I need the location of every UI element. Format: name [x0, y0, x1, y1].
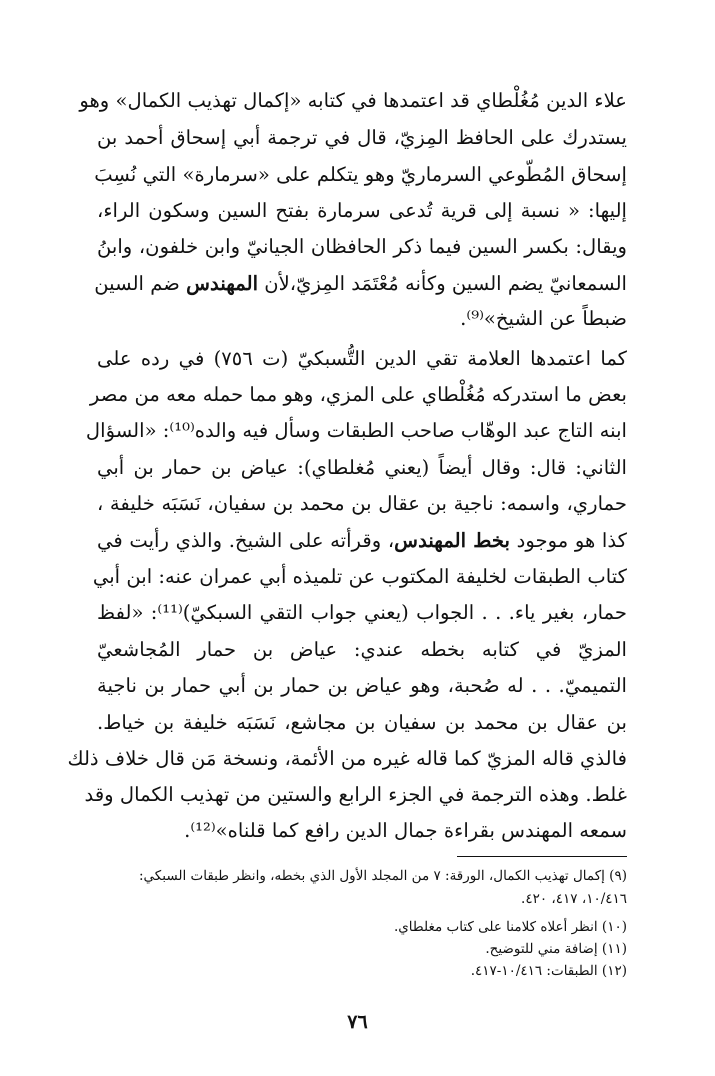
body-text-line: ابنه التاج عبد الوهّاب صاحب الطبقات وسأل فيه والده⁽¹⁰⁾: «السؤال: [85, 419, 627, 442]
body-text-line: حمار، بغير ياء. . . الجواب (يعني جواب التقي السبكيّ)⁽¹¹⁾: «لفظ: [97, 601, 627, 624]
body-text-line: المزيّ في كتابه بخطه عندي: عياض بن حمار المُجاشعيّ: [97, 638, 627, 661]
bold-term: بخط المهندس: [394, 529, 510, 552]
body-text-line: إسحاق المُطّوعي السرماريّ وهو يتكلم على «سرمارة» التي نُسِبَ: [94, 163, 627, 186]
body-text-line: الثاني: قال: وقال أيضاً (يعني مُغلطاي): عياض بن حمار بن أبي: [97, 456, 627, 479]
body-text-line: علاء الدين مُغُلْطاي قد اعتمدها في كتابه «إكمال تهذيب الكمال» وهو: [79, 89, 627, 112]
body-text-line: التميميّ. . . له صُحبة، وهو عياض بن حمار بن أبي حمار بن ناجية: [97, 674, 627, 697]
body-text-line: بن عقال بن محمد بن سفيان بن مجاشع، نَسَبَه خليفة بن خياط.: [97, 711, 627, 734]
bold-term: المهندس: [186, 272, 259, 295]
body-text-line: غلط. وهذه الترجمة في الجزء الرابع والستين من تهذيب الكمال وقد: [84, 783, 627, 806]
footnote-separator: [457, 856, 627, 857]
footnote: ١٠/٤١٦، ٤١٧، ٤٢٠.: [521, 891, 627, 907]
body-text-line: كتاب الطبقات لخليفة المكتوب عن تلميذه أبي عمران عنه: ابن أبي: [92, 565, 627, 588]
body-text-line: بعض ما استدركه مُغُلْطاي على المزي، وهو مما حمله معه من مصر: [89, 383, 627, 406]
footnote: (١٠) انظر أعلاه كلامنا على كتاب مغلطاي.: [393, 919, 627, 935]
body-text-line: يستدرك على الحافظ المِزيّ، قال في ترجمة أبي إسحاق أحمد بن: [97, 126, 627, 149]
footnote: (٩) إكمال تهذيب الكمال، الورقة: ٧ من المجلد الأول الذي بخطه، وانظر طبقات السبكي:: [139, 868, 627, 884]
body-text-line: حماري، واسمه: ناجية بن عقال بن محمد بن سفيان، نَسَبَه خليفة ،: [97, 492, 627, 515]
body-text-line: [94, 269, 627, 301]
body-text-line: إليها: « نسبة إلى قرية تُدعى سرمارة بفتح السين وسكون الراء،: [97, 199, 627, 222]
body-text-line: [97, 526, 627, 558]
body-text-line: كما اعتمدها العلامة تقي الدين التُّسبكيّ (ت ٧٥٦) في رده على: [97, 347, 627, 370]
page-number: ٧٦: [347, 1011, 368, 1033]
body-text-segment: كذا هو موجود: [510, 529, 627, 552]
body-text-line: سمعه المهندس بقراءة جمال الدين رافع كما قلناه»⁽¹²⁾.: [184, 819, 627, 842]
body-text-line: فالذي قاله المزيّ كما قاله غيره من الأئمة، ونسخة مَن قال خلاف ذلك: [67, 747, 627, 770]
body-text-segment: ضم السين: [94, 272, 187, 295]
body-text-segment: ، وقرأته على الشيخ. والذي رأيت في: [97, 529, 395, 552]
body-text-segment: السمعانيّ يضم السين وكأنه مُعْتَمَد المِزيّ،لأن: [258, 272, 627, 295]
footnote: (١١) إضافة مني للتوضيح.: [485, 941, 627, 957]
body-text-line: ويقال: بكسر السين فيما ذكر الحافظان الجيانيّ وابن خلفون، وابنُ: [97, 235, 627, 258]
body-text-line: ضبطاً عن الشيخ»⁽⁹⁾.: [460, 307, 627, 330]
footnote: (١٢) الطبقات: ١٠/٤١٦-٤١٧.: [470, 963, 627, 979]
